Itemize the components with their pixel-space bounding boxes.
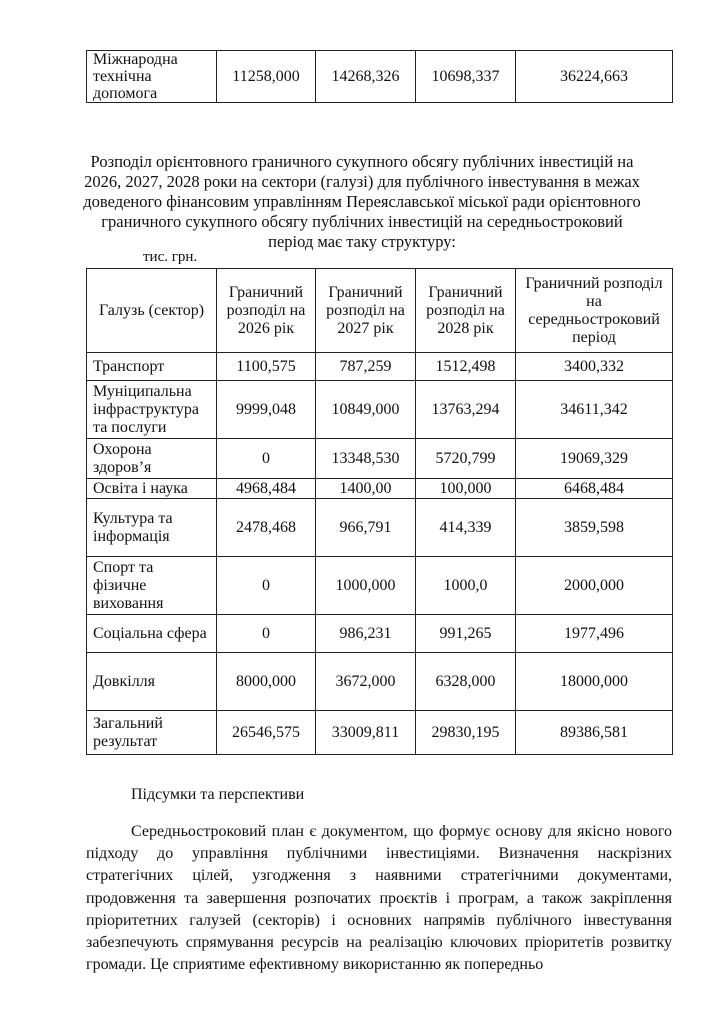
value-2026: 0 <box>217 439 316 479</box>
value-total: 19069,329 <box>516 439 673 479</box>
value-2026: 9999,048 <box>217 381 316 439</box>
value-2027: 10849,000 <box>316 381 416 439</box>
value-2028: 100,000 <box>416 479 516 499</box>
header-2028: Граничний розподіл на 2028 рік <box>416 269 516 353</box>
table-row <box>87 479 673 499</box>
value-2027: 3672,000 <box>316 653 416 711</box>
value-2026: 26546,575 <box>217 711 316 755</box>
sector-allocation-table <box>86 268 673 755</box>
row-label: Міжнародна технічна допомога <box>87 51 217 103</box>
value-2028: 1512,498 <box>416 353 516 381</box>
value-total: 3400,332 <box>516 353 673 381</box>
summary-title: Підсумки та перспективи <box>131 786 305 803</box>
value-2026: 11258,000 <box>217 51 316 103</box>
table-row <box>87 653 673 711</box>
value-2027: 33009,811 <box>316 711 416 755</box>
header-row <box>87 269 673 353</box>
units-label: тис. грн. <box>143 249 198 265</box>
value-total: 89386,581 <box>516 711 673 755</box>
value-2026: 0 <box>217 557 316 615</box>
value-2028: 13763,294 <box>416 381 516 439</box>
value-2028: 5720,799 <box>416 439 516 479</box>
summary-paragraph: Середньостроковий план є документом, що формує основу для якісно нового підходу до управління публічними інвестиціями. Визначення наскрізних стратегічних цілей, узгодження з наявними стратегічними документами, продовження та завершення розпочатих проєктів і програм, а також закріплення пріоритетних галузей (секторів) і основних напрямів публічного інвестування забезпечують спрямування ресурсів на реалізацію ключових пріоритетів розвитку громади. Це сприятиме ефективному використанню як попередньо <box>86 823 672 974</box>
value-2027: 13348,530 <box>316 439 416 479</box>
row-label: Культура та інформація <box>87 499 217 557</box>
row-label: Соціальна сфера <box>87 615 217 653</box>
row-label: Транспорт <box>87 353 217 381</box>
value-total: 34611,342 <box>516 381 673 439</box>
value-2027: 986,231 <box>316 615 416 653</box>
value-2026: 4968,484 <box>217 479 316 499</box>
value-total: 3859,598 <box>516 499 673 557</box>
table-row <box>87 439 673 479</box>
row-label: Освіта і наука <box>87 479 217 499</box>
table-row <box>87 557 673 615</box>
international-aid-table <box>86 50 673 103</box>
row-label: Довкілля <box>87 653 217 711</box>
header-2027: Граничний розподіл на 2027 рік <box>316 269 416 353</box>
table-row <box>87 615 673 653</box>
value-total: 1977,496 <box>516 615 673 653</box>
value-2026: 8000,000 <box>217 653 316 711</box>
value-total: 2000,000 <box>516 557 673 615</box>
row-label: Муніципальна інфраструктура та послуги <box>87 381 217 439</box>
section-heading: Розподіл орієнтовного граничного сукупного обсягу публічних інвестицій на 2026, 2027, 2028 роки на сектори (галузі) для публічного інвестування в межах доведеного фінансовим управлінням Переяславської міської ради орієнтовного граничного сукупного обсягу публічних інвестицій на середньостроковий період має таку структуру: <box>83 152 641 251</box>
row-label: Загальний результат <box>87 711 217 755</box>
value-2026: 0 <box>217 615 316 653</box>
table-row <box>87 353 673 381</box>
table-row <box>87 499 673 557</box>
value-2027: 966,791 <box>316 499 416 557</box>
value-2027: 787,259 <box>316 353 416 381</box>
value-2027: 1400,00 <box>316 479 416 499</box>
value-total: 6468,484 <box>516 479 673 499</box>
table-row <box>87 711 673 755</box>
value-2028: 414,339 <box>416 499 516 557</box>
header-2026: Граничний розподіл на 2026 рік <box>217 269 316 353</box>
table-row <box>87 381 673 439</box>
row-label: Спорт та фізичне виховання <box>87 557 217 615</box>
header-sector: Галузь (сектор) <box>87 269 217 353</box>
value-total: 36224,663 <box>516 51 673 103</box>
table-row <box>87 51 673 103</box>
value-total: 18000,000 <box>516 653 673 711</box>
value-2027: 1000,000 <box>316 557 416 615</box>
value-2027: 14268,326 <box>316 51 416 103</box>
value-2028: 1000,0 <box>416 557 516 615</box>
value-2028: 6328,000 <box>416 653 516 711</box>
value-2028: 10698,337 <box>416 51 516 103</box>
value-2028: 29830,195 <box>416 711 516 755</box>
value-2028: 991,265 <box>416 615 516 653</box>
value-2026: 1100,575 <box>217 353 316 381</box>
row-label: Охорона здоров’я <box>87 439 217 479</box>
header-total: Граничний розподіл на середньостроковий період <box>516 269 673 353</box>
value-2026: 2478,468 <box>217 499 316 557</box>
